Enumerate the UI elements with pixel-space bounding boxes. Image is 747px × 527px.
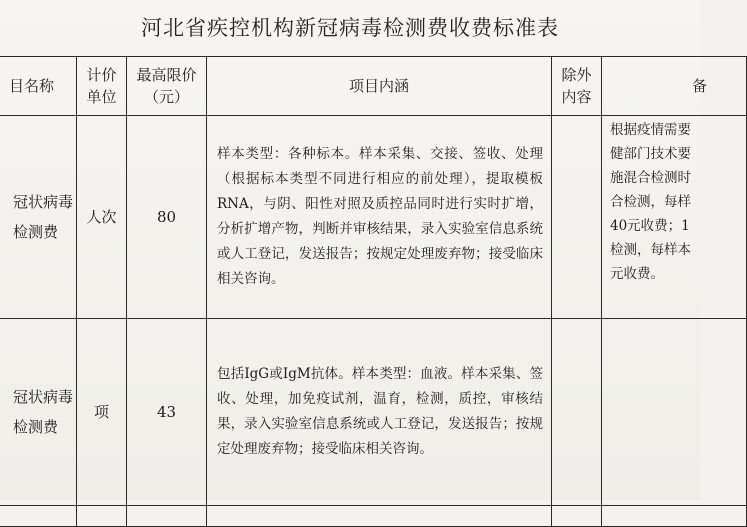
note-line: 40元收费；1 bbox=[610, 218, 690, 234]
document-title: 河北省疾控机构新冠病毒检测费收费标准表 bbox=[141, 16, 559, 40]
empty-cell bbox=[0, 506, 77, 527]
header-note: 备 bbox=[602, 57, 747, 116]
empty-cell bbox=[207, 506, 552, 527]
note-line: 根据疫情需要 bbox=[610, 122, 691, 138]
table-row-partial bbox=[0, 506, 747, 527]
empty-cell bbox=[127, 506, 207, 527]
note-line: 合检测，每样 bbox=[610, 194, 691, 210]
table-header-row bbox=[0, 57, 747, 116]
header-exclusion-line1: 除外 bbox=[561, 66, 592, 84]
price-cell: 80 bbox=[127, 116, 207, 319]
header-unit-line2: 单位 bbox=[86, 88, 117, 106]
note-line: 健部门技术要 bbox=[610, 146, 691, 162]
header-price-line1: 最高限价 bbox=[136, 66, 197, 84]
note-line: 施混合检测时 bbox=[610, 170, 691, 186]
table-row bbox=[0, 116, 747, 319]
header-exclusion-line2: 内容 bbox=[561, 88, 592, 106]
content-cell: 样本类型：各种标本。样本采集、交接、签收、处理（根据标本类型不同进行相应的前处理），提取模板RNA，与阴、阳性对照及质控品同时进行实时扩增，分析扩增产物，判断并审核结果，录入实验室信息系统或人工登记，发送报告；按规定处理废弃物；接受临床相关咨询。 bbox=[207, 116, 552, 319]
header-exclusion bbox=[552, 57, 602, 116]
header-unit-line1: 计价 bbox=[86, 66, 117, 84]
item-name-line2: 检测费 bbox=[13, 418, 59, 436]
empty-cell bbox=[77, 506, 127, 527]
exclusion-cell bbox=[552, 116, 602, 319]
item-name-line1: 冠状病毒 bbox=[13, 193, 74, 211]
item-name-line2: 检测费 bbox=[13, 223, 59, 241]
note-line: 元收费。 bbox=[610, 266, 664, 282]
unit-cell: 人次 bbox=[77, 116, 127, 319]
price-cell: 43 bbox=[127, 319, 207, 506]
unit-cell: 项 bbox=[77, 319, 127, 506]
content-cell: 包括IgG或IgM抗体。样本类型：血液。样本采集、签收、处理，加免疫试剂，温育，检测，质控，审核结果，录入实验室信息系统或人工登记，发送报告；按规定处理废弃物；接受临床相关咨询。 bbox=[207, 319, 552, 506]
item-name-line1: 冠状病毒 bbox=[13, 388, 74, 406]
note-cell bbox=[602, 319, 747, 506]
header-item-name: 目名称 bbox=[0, 57, 77, 116]
header-max-price bbox=[127, 57, 207, 116]
item-name-cell bbox=[0, 116, 77, 319]
note-line: 检测，每样本 bbox=[610, 242, 691, 258]
header-unit bbox=[77, 57, 127, 116]
exclusion-cell bbox=[552, 319, 602, 506]
header-price-line2: （元） bbox=[143, 88, 189, 106]
note-cell bbox=[602, 116, 747, 319]
empty-cell bbox=[602, 506, 747, 527]
empty-cell bbox=[552, 506, 602, 527]
header-content: 项目内涵 bbox=[207, 57, 552, 116]
item-name-cell bbox=[0, 319, 77, 506]
table-row bbox=[0, 319, 747, 506]
fee-standard-table bbox=[0, 56, 747, 527]
